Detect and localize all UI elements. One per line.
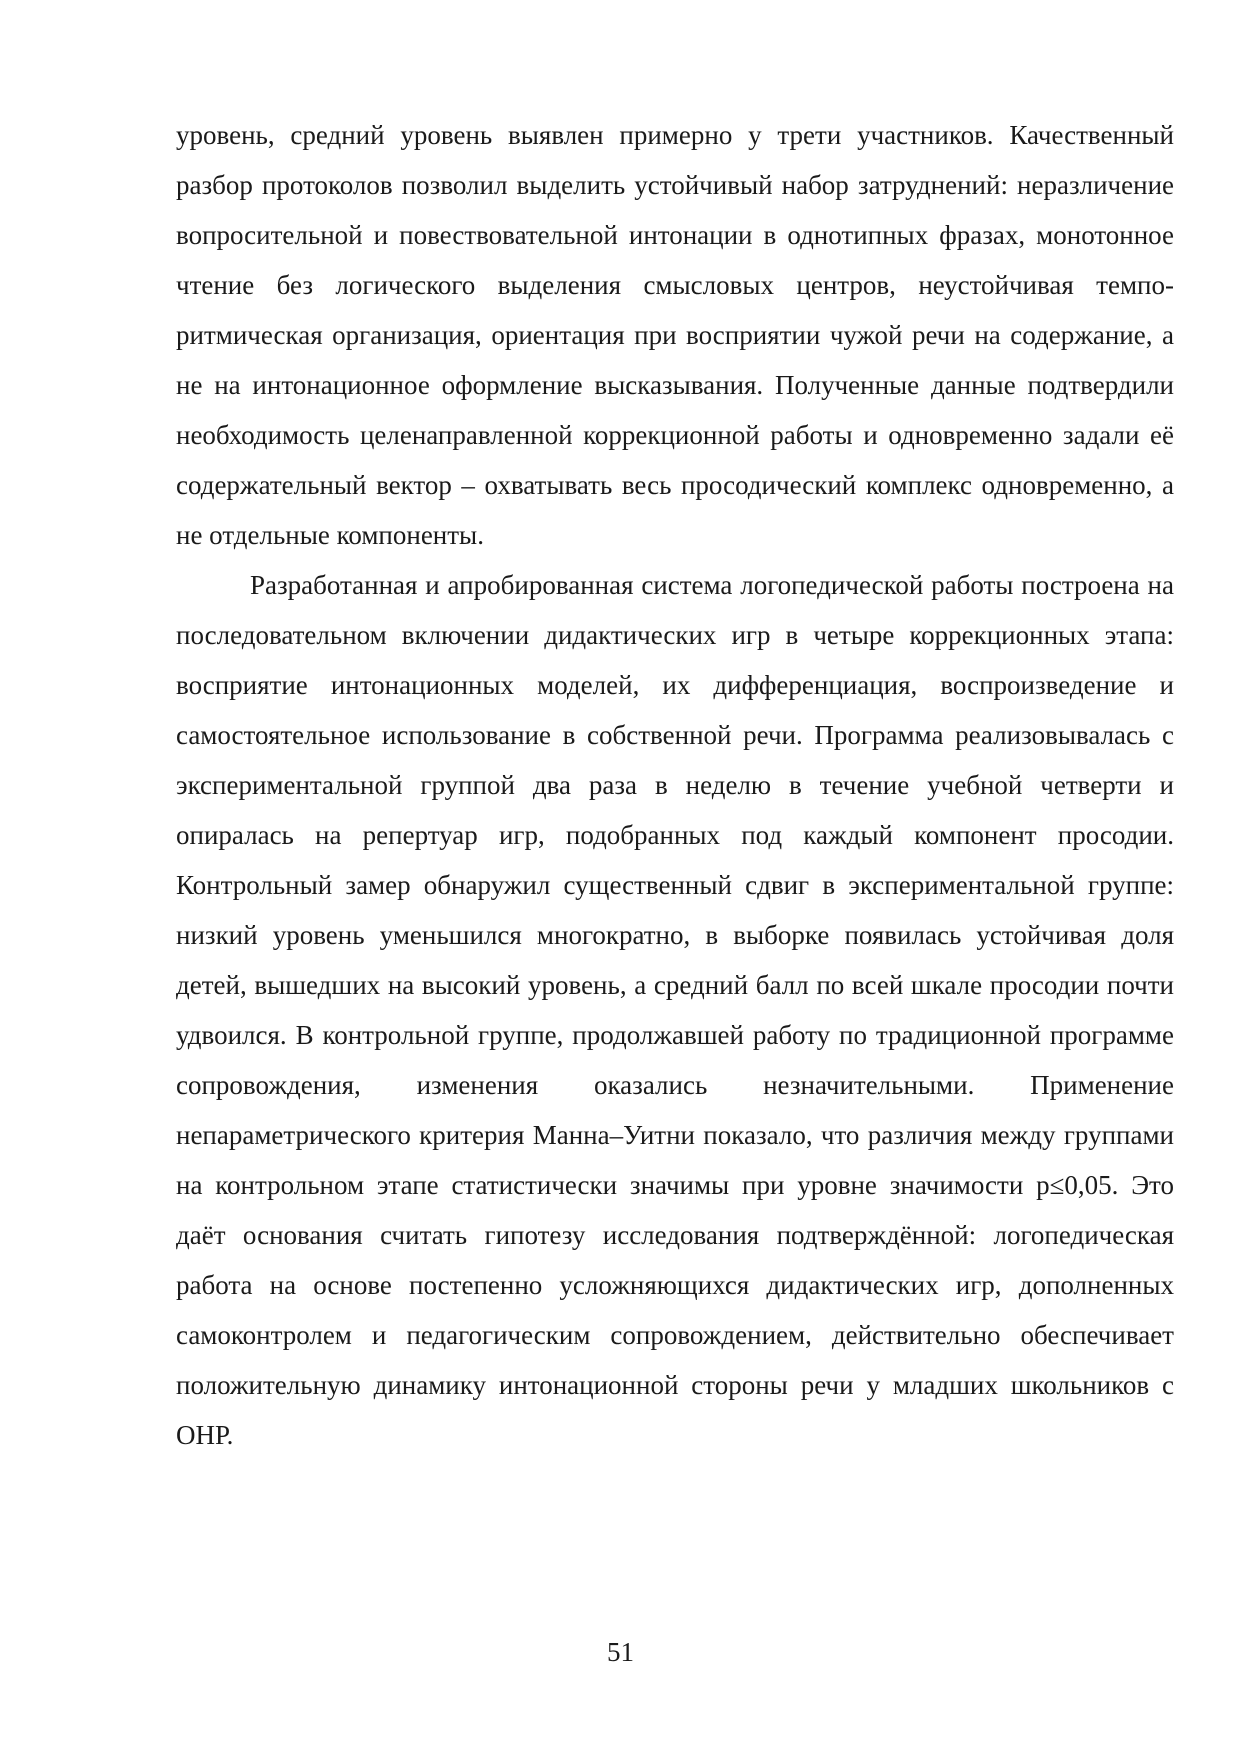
paragraph-conclusion: Разработанная и апробированная система логопедической работы построена на последовательном включении дидактических игр в четыре коррекционных этапа: восприятие интонационных моделей, их дифференциация, воспроизведение и самостоятельное использование в собственной речи. Программа реализовывалась с экспериментальной группой два раза в неделю в течение учебной четверти и опиралась на репертуар игр, подобранных под каждый компонент просодии. Контрольный замер обнаружил существенный сдвиг в экспериментальной группе: низкий уровень уменьшился многократно, в выборке появилась устойчивая доля детей, вышедших на высокий уровень, а средний балл по всей шкале просодии почти удвоился. В контрольной группе, продолжавшей работу по традиционной программе сопровождения, изменения оказались незначительными. Применение непараметрического критерия Манна–Уитни показало, что различия между группами на контрольном этапе статистически значимы при уровне значимости p≤0,05. Это даёт основания считать гипотезу исследования подтверждённой: логопедическая работа на основе постепенно усложняющихся дидактических игр, дополненных самоконтролем и педагогическим сопровождением, действительно обеспечивает положительную динамику интонационной стороны речи у младших школьников с ОНР. — [176, 570, 1174, 1450]
page-number: 51 — [607, 1637, 634, 1667]
body-text — [176, 110, 1174, 1460]
paragraph-continued: уровень, средний уровень выявлен примерно у трети участников. Качественный разбор протоколов позволил выделить устойчивый набор затруднений: неразличение вопросительной и повествовательной интонации в однотипных фразах, монотонное чтение без логического выделения смысловых центров, неустойчивая темпо-ритмическая организация, ориентация при восприятии чужой речи на содержание, а не на интонационное оформление высказывания. Полученные данные подтвердили необходимость целенаправленной коррекционной работы и одновременно задали её содержательный вектор – охватывать весь просодический комплекс одновременно, а не отдельные компоненты. — [176, 120, 1174, 550]
